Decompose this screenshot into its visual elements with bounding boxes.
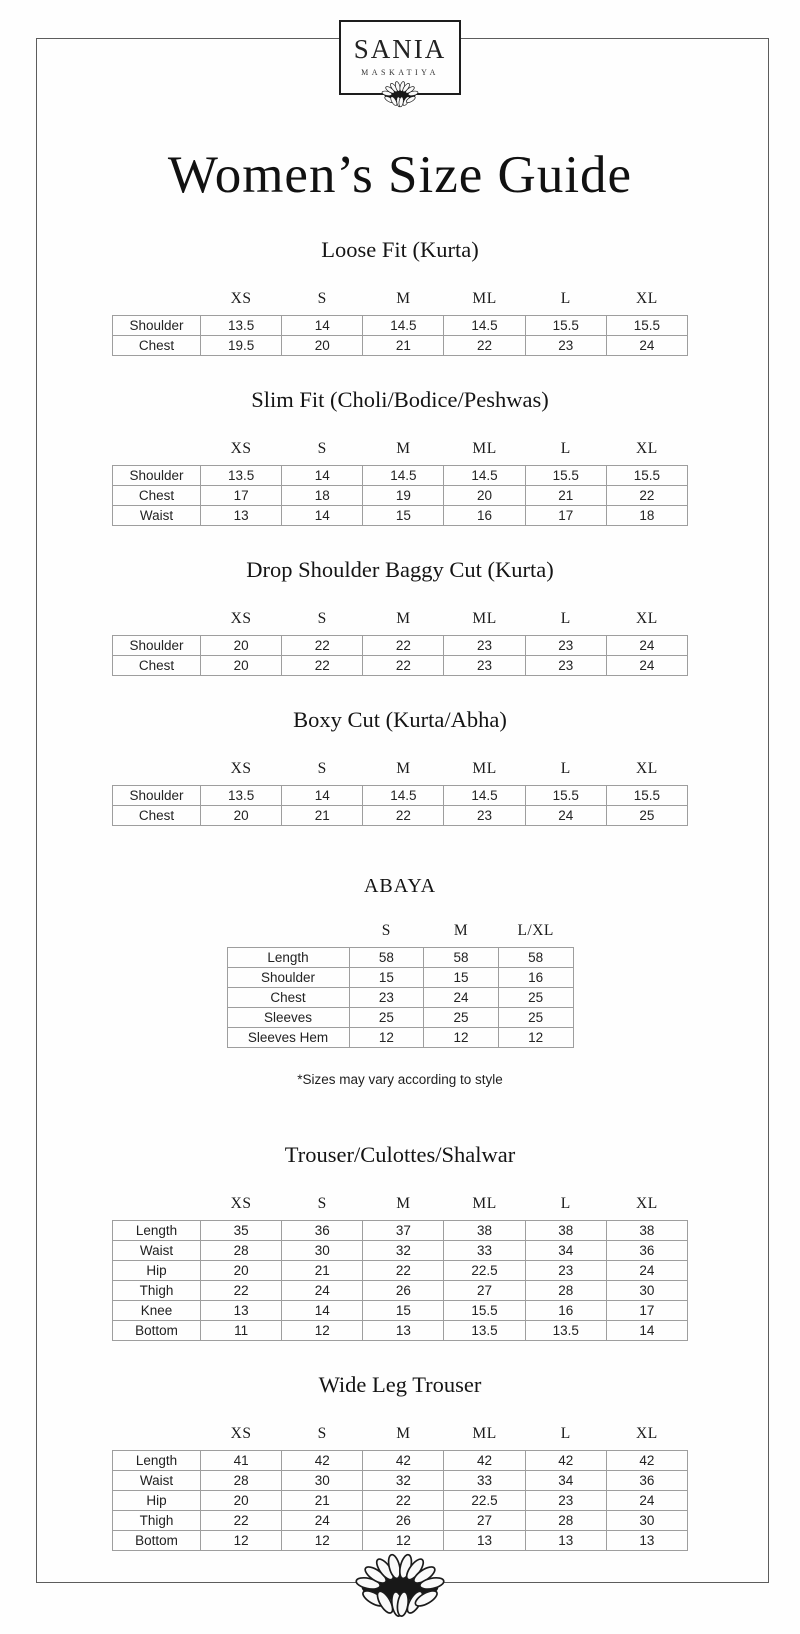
table-row [227, 1027, 573, 1047]
size-cell: 21 [282, 1260, 363, 1280]
table-row [113, 485, 688, 505]
row-label: Bottom [113, 1530, 201, 1550]
size-cell: 20 [201, 805, 282, 825]
size-cell: 14 [282, 505, 363, 525]
size-column-header: L/XL [517, 921, 554, 939]
size-column-header: XL [636, 609, 658, 627]
size-column-header: S [317, 439, 327, 457]
size-section [0, 556, 800, 676]
size-cell: 23 [525, 655, 606, 675]
size-cell: 30 [282, 1470, 363, 1490]
row-label: Shoulder [113, 785, 201, 805]
table-row [113, 655, 688, 675]
size-cell: 25 [349, 1007, 424, 1027]
size-cell: 14 [282, 315, 363, 335]
size-column-header: S [317, 289, 327, 307]
size-cell: 42 [282, 1450, 363, 1470]
size-column-header: S [317, 609, 327, 627]
size-header-row [227, 922, 573, 948]
size-cell: 33 [444, 1470, 525, 1490]
size-column-header: M [396, 609, 411, 627]
table-row [113, 1260, 688, 1280]
table-row [113, 1280, 688, 1300]
size-column-header: XL [636, 759, 658, 777]
size-cell: 19 [363, 485, 444, 505]
size-column-header: M [396, 1424, 411, 1442]
size-cell: 32 [363, 1240, 444, 1260]
size-cell: 14.5 [363, 785, 444, 805]
size-column-header: XL [636, 289, 658, 307]
row-label: Shoulder [113, 465, 201, 485]
table-row [113, 785, 688, 805]
size-cell: 22.5 [444, 1490, 525, 1510]
size-cell: 38 [606, 1220, 687, 1240]
size-cell: 30 [606, 1510, 687, 1530]
size-cell: 22 [201, 1510, 282, 1530]
size-cell: 23 [525, 635, 606, 655]
size-column-header: ML [472, 1194, 497, 1212]
row-label: Chest [113, 805, 201, 825]
section-title: Trouser/Culottes/Shalwar [284, 1141, 516, 1167]
size-column-header: ML [472, 609, 497, 627]
size-cell: 35 [201, 1220, 282, 1240]
size-cell: 58 [349, 947, 424, 967]
brand-logo [339, 20, 461, 95]
section-title: Drop Shoulder Baggy Cut (Kurta) [246, 556, 554, 582]
size-cell: 17 [201, 485, 282, 505]
size-cell: 20 [201, 1490, 282, 1510]
size-cell: 13 [201, 505, 282, 525]
size-cell: 42 [444, 1450, 525, 1470]
size-cell: 17 [525, 505, 606, 525]
size-cell: 12 [282, 1320, 363, 1340]
size-cell: 28 [201, 1470, 282, 1490]
size-cell: 22 [363, 1260, 444, 1280]
table-row [113, 315, 688, 335]
size-header-row [113, 440, 688, 466]
size-cell: 24 [606, 335, 687, 355]
size-column-header: S [317, 1194, 327, 1212]
size-cell: 20 [444, 485, 525, 505]
row-label: Chest [113, 655, 201, 675]
size-cell: 22 [282, 635, 363, 655]
size-column-header: XL [636, 1194, 658, 1212]
size-column-header: XS [230, 1194, 252, 1212]
row-label: Shoulder [113, 635, 201, 655]
table-row [227, 947, 573, 967]
size-cell: 15 [424, 967, 499, 987]
size-cell: 13.5 [201, 785, 282, 805]
size-cell: 22.5 [444, 1260, 525, 1280]
empty-header-cell [113, 290, 201, 316]
table-row [113, 1510, 688, 1530]
size-cell: 28 [201, 1240, 282, 1260]
size-cell: 25 [498, 987, 573, 1007]
size-cell: 15 [349, 967, 424, 987]
size-cell: 13 [444, 1530, 525, 1550]
table-row [113, 335, 688, 355]
size-cell: 34 [525, 1240, 606, 1260]
size-cell: 26 [363, 1280, 444, 1300]
size-cell: 38 [525, 1220, 606, 1240]
row-label: Chest [227, 987, 349, 1007]
size-cell: 14 [282, 785, 363, 805]
section-title: ABAYA [363, 874, 437, 897]
size-cell: 58 [424, 947, 499, 967]
size-cell: 36 [606, 1240, 687, 1260]
size-cell: 32 [363, 1470, 444, 1490]
size-cell: 36 [606, 1470, 687, 1490]
footnote: *Sizes may vary according to style [297, 1071, 503, 1087]
size-header-row [113, 1195, 688, 1221]
size-section [0, 872, 800, 1048]
size-cell: 26 [363, 1510, 444, 1530]
size-cell: 13.5 [444, 1320, 525, 1340]
size-column-header: L [560, 289, 571, 307]
size-cell: 38 [444, 1220, 525, 1240]
size-cell: 16 [498, 967, 573, 987]
size-cell: 13 [363, 1320, 444, 1340]
size-cell: 19.5 [201, 335, 282, 355]
size-cell: 22 [201, 1280, 282, 1300]
size-column-header: M [453, 921, 469, 939]
page-title: Women’s Size Guide [167, 145, 633, 204]
row-label: Waist [113, 1470, 201, 1490]
row-label: Waist [113, 1240, 201, 1260]
section-title: Slim Fit (Choli/Bodice/Peshwas) [251, 386, 549, 412]
size-section [0, 1371, 800, 1551]
size-cell: 22 [282, 655, 363, 675]
size-cell: 22 [363, 635, 444, 655]
size-cell: 14.5 [444, 465, 525, 485]
size-cell: 14 [282, 1300, 363, 1320]
size-cell: 20 [201, 1260, 282, 1280]
size-cell: 42 [606, 1450, 687, 1470]
size-cell: 24 [606, 635, 687, 655]
size-column-header: ML [472, 439, 497, 457]
size-cell: 25 [606, 805, 687, 825]
size-cell: 15.5 [606, 315, 687, 335]
size-cell: 25 [498, 1007, 573, 1027]
row-label: Thigh [113, 1510, 201, 1530]
size-cell: 25 [424, 1007, 499, 1027]
empty-header-cell [113, 1425, 201, 1451]
row-label: Length [113, 1450, 201, 1470]
size-cell: 24 [282, 1510, 363, 1530]
size-column-header: ML [472, 289, 497, 307]
lower-sections [0, 1141, 800, 1551]
size-cell: 23 [444, 635, 525, 655]
size-cell: 13 [606, 1530, 687, 1550]
row-label: Chest [113, 485, 201, 505]
size-cell: 24 [282, 1280, 363, 1300]
size-column-header: L [560, 759, 571, 777]
size-column-header: S [317, 1424, 327, 1442]
size-cell: 27 [444, 1280, 525, 1300]
size-cell: 36 [282, 1220, 363, 1240]
table-row [227, 987, 573, 1007]
size-cell: 15.5 [606, 785, 687, 805]
table-row [113, 635, 688, 655]
size-cell: 20 [201, 655, 282, 675]
size-cell: 14 [606, 1320, 687, 1340]
size-cell: 42 [363, 1450, 444, 1470]
size-cell: 24 [424, 987, 499, 1007]
size-column-header: S [317, 759, 327, 777]
section-title: Wide Leg Trouser [318, 1371, 482, 1397]
table-row [113, 1300, 688, 1320]
size-table [112, 1425, 688, 1551]
size-cell: 22 [363, 655, 444, 675]
size-header-row [113, 610, 688, 636]
size-section [0, 236, 800, 356]
size-column-header: L [560, 1424, 571, 1442]
size-column-header: S [381, 921, 391, 939]
size-cell: 20 [201, 635, 282, 655]
size-cell: 21 [363, 335, 444, 355]
empty-header-cell [113, 610, 201, 636]
row-label: Waist [113, 505, 201, 525]
row-label: Knee [113, 1300, 201, 1320]
row-label: Length [113, 1220, 201, 1240]
size-cell: 17 [606, 1300, 687, 1320]
size-column-header: M [396, 1194, 411, 1212]
table-row [113, 1220, 688, 1240]
size-table [227, 922, 574, 1048]
size-cell: 13.5 [201, 465, 282, 485]
row-label: Thigh [113, 1280, 201, 1300]
row-label: Hip [113, 1490, 201, 1510]
row-label: Shoulder [113, 315, 201, 335]
size-cell: 15.5 [525, 465, 606, 485]
size-cell: 42 [525, 1450, 606, 1470]
row-label: Hip [113, 1260, 201, 1280]
size-cell: 15 [363, 1300, 444, 1320]
size-cell: 23 [525, 1260, 606, 1280]
size-column-header: M [396, 759, 411, 777]
size-cell: 11 [201, 1320, 282, 1340]
size-column-header: XS [230, 609, 252, 627]
size-cell: 12 [349, 1027, 424, 1047]
row-label: Shoulder [227, 967, 349, 987]
size-cell: 12 [424, 1027, 499, 1047]
size-cell: 34 [525, 1470, 606, 1490]
size-cell: 20 [282, 335, 363, 355]
row-label: Length [227, 947, 349, 967]
size-cell: 21 [282, 805, 363, 825]
size-table [112, 1195, 688, 1341]
size-section [0, 386, 800, 526]
size-cell: 14.5 [363, 315, 444, 335]
size-column-header: XS [230, 439, 252, 457]
size-cell: 22 [606, 485, 687, 505]
size-column-header: L [560, 1194, 571, 1212]
size-cell: 23 [525, 335, 606, 355]
size-cell: 30 [606, 1280, 687, 1300]
empty-header-cell [227, 922, 349, 948]
table-row [113, 505, 688, 525]
size-cell: 21 [525, 485, 606, 505]
table-row [227, 1007, 573, 1027]
size-cell: 12 [363, 1530, 444, 1550]
size-cell: 37 [363, 1220, 444, 1240]
size-cell: 33 [444, 1240, 525, 1260]
size-cell: 13 [525, 1530, 606, 1550]
size-table [112, 760, 688, 826]
size-cell: 15.5 [606, 465, 687, 485]
size-header-row [113, 1425, 688, 1451]
size-table [112, 440, 688, 526]
size-cell: 14 [282, 465, 363, 485]
size-cell: 18 [282, 485, 363, 505]
size-cell: 12 [282, 1530, 363, 1550]
size-cell: 12 [201, 1530, 282, 1550]
size-cell: 22 [363, 1490, 444, 1510]
size-column-header: L [560, 439, 571, 457]
size-cell: 14.5 [444, 315, 525, 335]
size-cell: 24 [606, 655, 687, 675]
size-cell: 41 [201, 1450, 282, 1470]
table-row [113, 1470, 688, 1490]
row-label: Sleeves Hem [227, 1027, 349, 1047]
row-label: Chest [113, 335, 201, 355]
size-cell: 21 [282, 1490, 363, 1510]
section-title: Loose Fit (Kurta) [321, 236, 479, 262]
size-cell: 23 [349, 987, 424, 1007]
table-row [113, 1320, 688, 1340]
size-table [112, 290, 688, 356]
size-section [0, 1141, 800, 1341]
size-cell: 13.5 [525, 1320, 606, 1340]
size-cell: 30 [282, 1240, 363, 1260]
size-cell: 28 [525, 1280, 606, 1300]
size-column-header: M [396, 289, 411, 307]
size-column-header: XL [636, 1424, 658, 1442]
size-cell: 13.5 [201, 315, 282, 335]
size-header-row [113, 760, 688, 786]
size-cell: 23 [444, 655, 525, 675]
row-label: Sleeves [227, 1007, 349, 1027]
size-cell: 13 [201, 1300, 282, 1320]
size-column-header: ML [472, 759, 497, 777]
size-column-header: M [396, 439, 411, 457]
size-cell: 22 [444, 335, 525, 355]
size-cell: 23 [444, 805, 525, 825]
size-cell: 15.5 [525, 785, 606, 805]
size-cell: 24 [525, 805, 606, 825]
size-cell: 58 [498, 947, 573, 967]
empty-header-cell [113, 1195, 201, 1221]
table-row [113, 1240, 688, 1260]
size-cell: 16 [444, 505, 525, 525]
size-cell: 24 [606, 1490, 687, 1510]
size-cell: 15 [363, 505, 444, 525]
row-label: Bottom [113, 1320, 201, 1340]
size-column-header: XL [636, 439, 658, 457]
size-column-header: ML [472, 1424, 497, 1442]
size-header-row [113, 290, 688, 316]
empty-header-cell [113, 440, 201, 466]
empty-header-cell [113, 760, 201, 786]
size-column-header: L [560, 609, 571, 627]
size-column-header: XS [230, 1424, 252, 1442]
table-row [113, 805, 688, 825]
size-cell: 23 [525, 1490, 606, 1510]
size-cell: 15.5 [444, 1300, 525, 1320]
size-cell: 15.5 [525, 315, 606, 335]
size-column-header: XS [230, 289, 252, 307]
size-cell: 27 [444, 1510, 525, 1530]
brand-subname: MASKATIYA [361, 67, 439, 77]
size-cell: 14.5 [444, 785, 525, 805]
size-cell: 12 [498, 1027, 573, 1047]
size-cell: 24 [606, 1260, 687, 1280]
size-column-header: XS [230, 759, 252, 777]
upper-sections [0, 236, 800, 1048]
size-cell: 18 [606, 505, 687, 525]
laurel-ornament-icon [325, 1546, 475, 1619]
brand-name: SANIA [353, 34, 447, 64]
size-table [112, 610, 688, 676]
size-cell: 14.5 [363, 465, 444, 485]
size-cell: 16 [525, 1300, 606, 1320]
section-title: Boxy Cut (Kurta/Abha) [293, 706, 507, 732]
table-row [113, 1450, 688, 1470]
table-row [113, 465, 688, 485]
size-section [0, 706, 800, 826]
laurel-ornament-icon [369, 78, 431, 108]
table-row [113, 1490, 688, 1510]
table-row [227, 967, 573, 987]
size-cell: 28 [525, 1510, 606, 1530]
size-cell: 22 [363, 805, 444, 825]
